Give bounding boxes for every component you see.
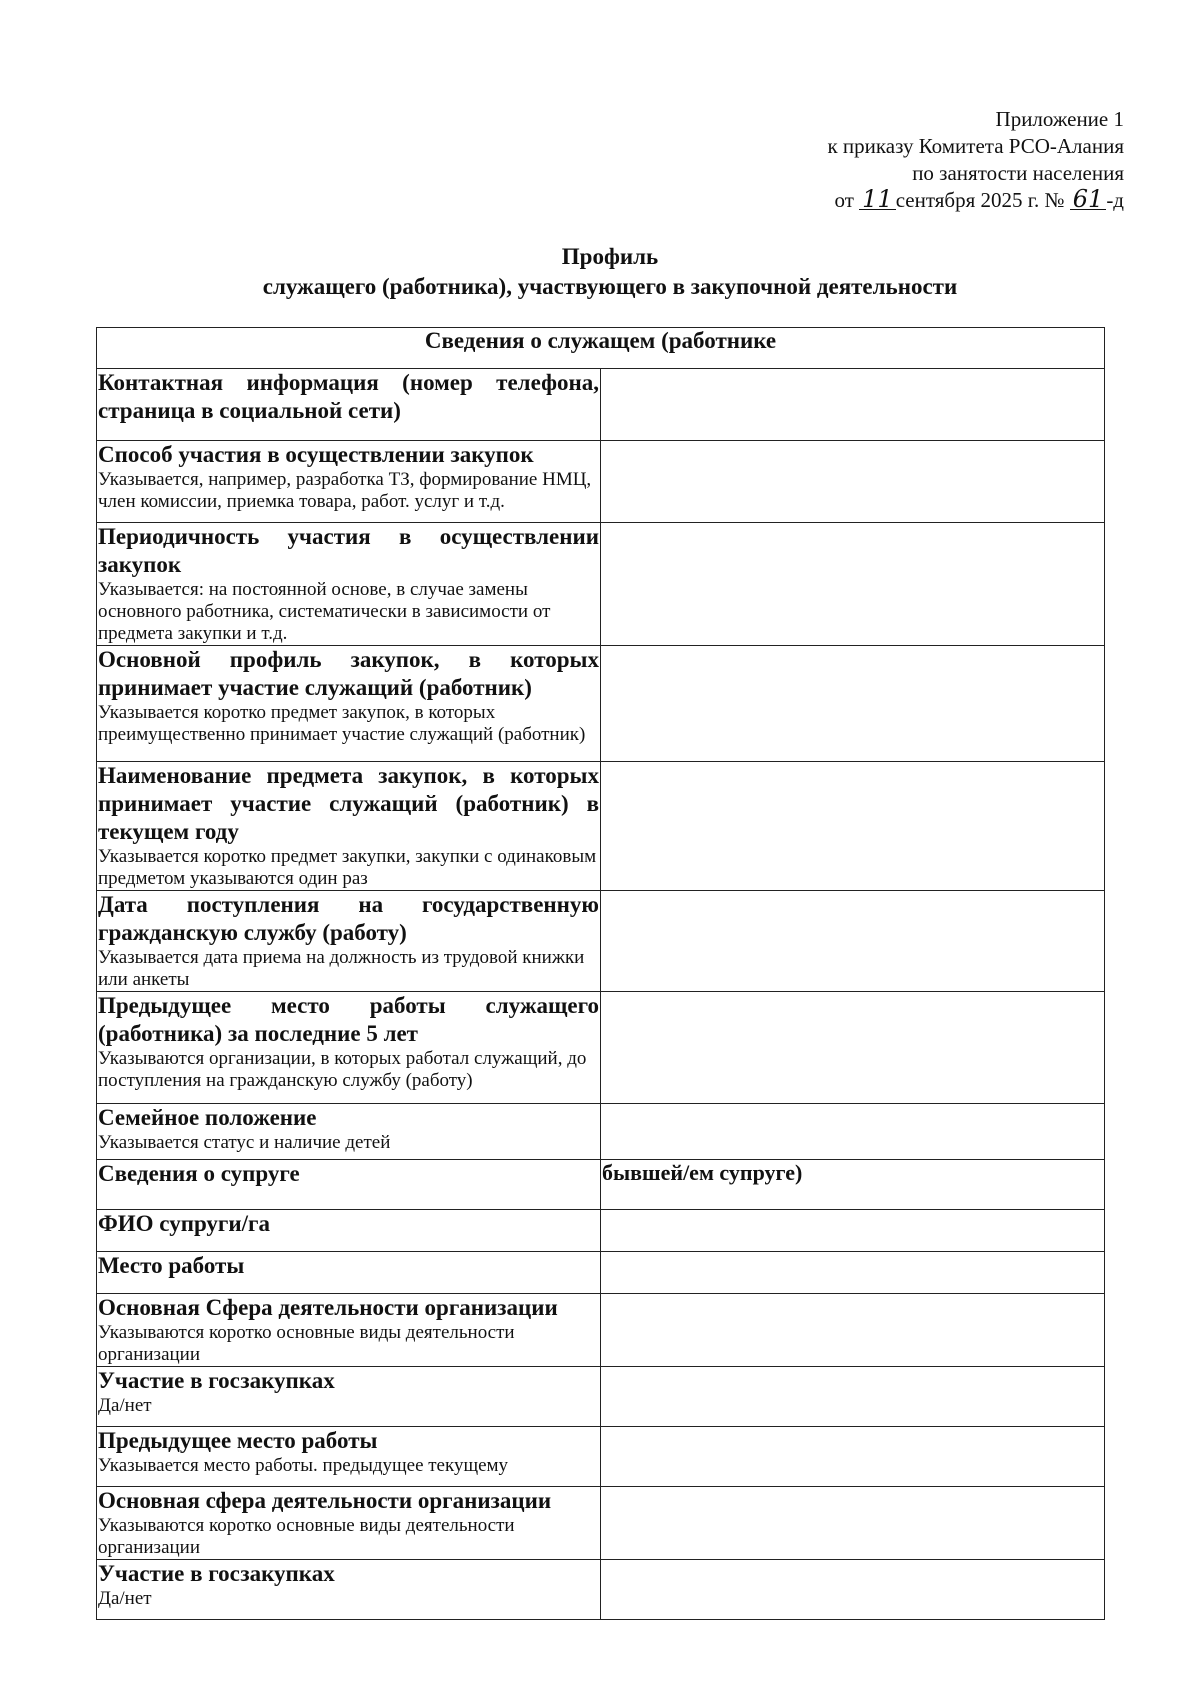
table-row bbox=[97, 646, 1105, 762]
row-note-text: Указывается коротко предмет закупки, закупки с одинаковым предметом указываются один раз bbox=[98, 846, 597, 889]
row-main-text: ФИО супруги/га bbox=[98, 1211, 270, 1236]
table-row bbox=[97, 1560, 1105, 1620]
row-main-text: Предыдущее место работы служащего (работника) за последние 5 лет bbox=[98, 993, 599, 1046]
row-value-cell[interactable] bbox=[601, 1560, 1105, 1620]
date-month-year: сентября 2025 г. № bbox=[895, 188, 1065, 212]
row-main-text: Периодичность участия в осуществлении закупок bbox=[98, 524, 599, 577]
table-row bbox=[97, 1210, 1105, 1252]
title-line-1: Профиль bbox=[561, 244, 659, 269]
row-main-text: Контактная информация (номер телефона, страница в социальной сети) bbox=[98, 370, 599, 423]
row-label-cell bbox=[97, 1252, 601, 1294]
table-row bbox=[97, 992, 1105, 1104]
row-main-text: Место работы bbox=[98, 1253, 245, 1278]
row-value-cell[interactable] bbox=[601, 1487, 1105, 1560]
row-note-text: Указывается коротко предмет закупок, в которых преимущественно принимает участие служащий (работник) bbox=[98, 702, 586, 745]
row-label-cell bbox=[97, 1294, 601, 1367]
row-note-text: Указывается: на постоянной основе, в случае замены основного работника, систематически в зависимости от предмета закупки и т.д. bbox=[98, 579, 551, 644]
row-note-text: Указываются коротко основные виды деятельности организации bbox=[98, 1322, 515, 1365]
row-main-text: Наименование предмета закупок, в которых принимает участие служащий (работник) в текущем году bbox=[98, 763, 599, 844]
handwritten-day: 11 bbox=[859, 189, 896, 210]
row-main-text: Основная сфера деятельности организации bbox=[98, 1488, 552, 1513]
row-value-cell[interactable] bbox=[601, 1427, 1105, 1487]
spouse-header-left bbox=[97, 1160, 601, 1210]
row-main-text: Участие в госзакупках bbox=[98, 1368, 335, 1393]
row-label-cell bbox=[97, 992, 601, 1104]
handwritten-order-number: 61 bbox=[1070, 189, 1107, 210]
row-label-cell bbox=[97, 1367, 601, 1427]
row-main-text: Способ участия в осуществлении закупок bbox=[98, 442, 534, 467]
spouse-header-row bbox=[97, 1160, 1105, 1210]
row-value-cell[interactable] bbox=[601, 1252, 1105, 1294]
table-row bbox=[97, 1487, 1105, 1560]
table-row bbox=[97, 523, 1105, 646]
row-label-cell bbox=[97, 1104, 601, 1160]
table-header-row bbox=[97, 328, 1105, 369]
row-note-text: Указываются коротко основные виды деятельности организации bbox=[98, 1515, 515, 1558]
table-row bbox=[97, 369, 1105, 441]
row-note-text: Указывается место работы. предыдущее текущему bbox=[98, 1455, 509, 1476]
table-row bbox=[97, 1104, 1105, 1160]
row-label-cell bbox=[97, 523, 601, 646]
title-line-2: служащего (работника), участвующего в закупочной деятельности bbox=[262, 274, 958, 299]
document-title bbox=[60, 242, 1160, 302]
row-value-cell[interactable] bbox=[601, 891, 1105, 992]
appendix-date-line bbox=[827, 187, 1124, 214]
table-row bbox=[97, 1252, 1105, 1294]
spouse-header-text: Сведения о супруге bbox=[98, 1161, 300, 1186]
row-label-cell bbox=[97, 1427, 601, 1487]
row-value-cell[interactable] bbox=[601, 762, 1105, 891]
table-row bbox=[97, 762, 1105, 891]
row-note-text: Указывается дата приема на должность из трудовой книжки или анкеты bbox=[98, 947, 585, 990]
table-row bbox=[97, 1294, 1105, 1367]
date-prefix: от bbox=[834, 188, 854, 212]
row-value-cell[interactable] bbox=[601, 369, 1105, 441]
row-value-cell[interactable] bbox=[601, 1210, 1105, 1252]
row-value-cell[interactable] bbox=[601, 992, 1105, 1104]
row-value-cell[interactable] bbox=[601, 1104, 1105, 1160]
profile-table bbox=[96, 327, 1105, 1620]
row-label-cell bbox=[97, 891, 601, 992]
row-note-text: Указываются организации, в которых работал служащий, до поступления на гражданскую службу (работу) bbox=[98, 1048, 587, 1091]
row-note-text: Да/нет bbox=[98, 1588, 152, 1609]
row-value-cell[interactable] bbox=[601, 1367, 1105, 1427]
row-note-text: Да/нет bbox=[98, 1395, 152, 1416]
table-row bbox=[97, 441, 1105, 523]
table-header: Сведения о служащем (работнике bbox=[97, 328, 1105, 369]
row-note-text: Указывается статус и наличие детей bbox=[98, 1132, 391, 1153]
row-label-cell bbox=[97, 1560, 601, 1620]
row-main-text: Предыдущее место работы bbox=[98, 1428, 378, 1453]
spouse-header-right: бывшей/ем супруге) bbox=[601, 1160, 1105, 1210]
row-note-text: Указывается, например, разработка ТЗ, формирование НМЦ, член комиссии, приемка товара, работ. услуг и т.д. bbox=[98, 469, 592, 512]
table-row bbox=[97, 1367, 1105, 1427]
row-value-cell[interactable] bbox=[601, 523, 1105, 646]
row-main-text: Основная Сфера деятельности организации bbox=[98, 1295, 558, 1320]
appendix-title: Приложение 1 bbox=[995, 107, 1124, 131]
row-main-text: Дата поступления на государственную гражданскую службу (работу) bbox=[98, 892, 599, 945]
table-row bbox=[97, 891, 1105, 992]
appendix-block bbox=[827, 106, 1124, 214]
row-label-cell bbox=[97, 1487, 601, 1560]
appendix-order-ref: к приказу Комитета РСО-Алания bbox=[827, 134, 1124, 158]
row-label-cell bbox=[97, 369, 601, 441]
table-row bbox=[97, 1427, 1105, 1487]
row-label-cell bbox=[97, 1210, 601, 1252]
order-suffix: -д bbox=[1106, 188, 1124, 212]
row-value-cell[interactable] bbox=[601, 441, 1105, 523]
row-label-cell bbox=[97, 441, 601, 523]
row-label-cell bbox=[97, 646, 601, 762]
row-main-text: Участие в госзакупках bbox=[98, 1561, 335, 1586]
row-value-cell[interactable] bbox=[601, 646, 1105, 762]
row-value-cell[interactable] bbox=[601, 1294, 1105, 1367]
appendix-committee: по занятости населения bbox=[912, 161, 1124, 185]
row-main-text: Основной профиль закупок, в которых принимает участие служащий (работник) bbox=[98, 647, 599, 700]
row-label-cell bbox=[97, 762, 601, 891]
row-main-text: Семейное положение bbox=[98, 1105, 317, 1130]
